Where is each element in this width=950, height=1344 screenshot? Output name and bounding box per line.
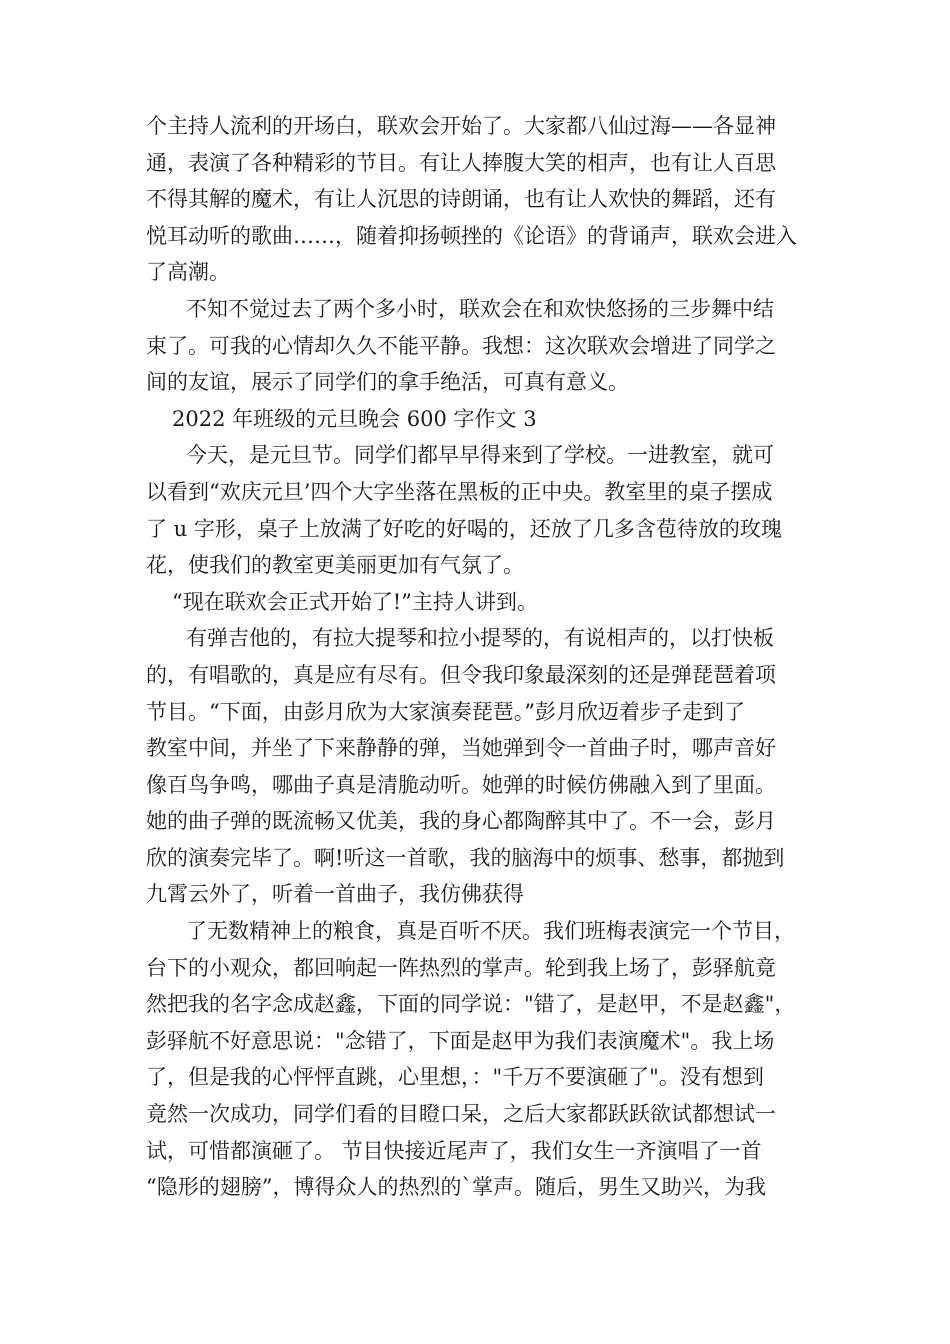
paragraph-line: 束了。可我的心情却久久不能平静。我想：这次联欢会增进了同学之 bbox=[146, 333, 776, 358]
paragraph-line: 间的友谊，展示了同学们的拿手绝活，可真有意义。 bbox=[146, 370, 629, 395]
section-heading: 2022 年班级的元旦晚会 600 字作文 3 bbox=[172, 406, 537, 431]
paragraph-line: 不得其解的魔术，有让人沉思的诗朗诵，也有让人欢快的舞蹈，还有 bbox=[146, 187, 776, 212]
paragraph-line: 欣的演奏完毕了。啊!听这一首歌，我的脑海中的烦事、愁事，都抛到 bbox=[146, 845, 785, 870]
paragraph-line: 像百鸟争鸣，哪曲子真是清脆动听。她弹的时候仿佛融入到了里面。 bbox=[146, 772, 776, 797]
paragraph-line: 今天，是元旦节。同学们都早早得来到了学校。一进教室，就可 bbox=[186, 443, 774, 468]
paragraph-line: 教室中间，并坐了下来静静的弹，当她弹到令一首曲子时，哪声音好 bbox=[146, 736, 776, 761]
paragraph-line: 节目。“下面，由彭月欣为大家演奏琵琶。”彭月欣迈着步子走到了 bbox=[146, 699, 745, 724]
essay-text bbox=[146, 108, 846, 1206]
paragraph-line: 彭驿航不好意思说："念错了，下面是赵甲为我们表演魔术"。我上场 bbox=[146, 1028, 775, 1053]
paragraph-line: 花，使我们的教室更美丽更加有气氛了。 bbox=[146, 553, 524, 578]
paragraph-line: 然把我的名字念成赵鑫，下面的同学说："错了，是赵甲，不是赵鑫"， bbox=[146, 992, 796, 1017]
paragraph-line: 悦耳动听的歌曲……，随着抑扬顿挫的《论语》的背诵声，联欢会进入 bbox=[146, 223, 797, 248]
paragraph-line: 试，可惜都演砸了。 节目快接近尾声了，我们女生一齐演唱了一首 bbox=[146, 1138, 762, 1163]
paragraph-line: 了无数精神上的粮食，真是百听不厌。我们班梅表演完一个节目， bbox=[186, 919, 795, 944]
paragraph-line: “现在联欢会正式开始了!”主持人讲到。 bbox=[172, 589, 538, 614]
paragraph-line: 个主持人流利的开场白，联欢会开始了。大家都八仙过海——各显神 bbox=[146, 114, 776, 138]
paragraph-line: “隐形的翅膀”，博得众人的热烈的`掌声。随后，男生又助兴，为我 bbox=[146, 1175, 766, 1200]
paragraph-line: 通，表演了各种精彩的节目。有让人捧腹大笑的相声，也有让人百思 bbox=[146, 150, 776, 175]
paragraph-line: 九霄云外了，听着一首曲子，我仿佛获得 bbox=[146, 882, 524, 907]
paragraph-line: 她的曲子弹的既流畅又优美，我的身心都陶醉其中了。不一会，彭月 bbox=[146, 809, 776, 834]
paragraph-line: 了 u 字形，桌子上放满了好吃的好喝的，还放了几多含苞待放的玫瑰 bbox=[146, 516, 782, 541]
paragraph-line: 有弹吉他的，有拉大提琴和拉小提琴的，有说相声的，以打快板 bbox=[186, 626, 774, 651]
paragraph-line: 竟然一次成功，同学们看的目瞪口呆，之后大家都跃跃欲试都想试一 bbox=[146, 1102, 776, 1127]
paragraph-line: 以看到“欢庆元旦’四个大字坐落在黑板的正中央。教室里的桌子摆成 bbox=[146, 479, 773, 504]
paragraph-line: 了高潮。 bbox=[146, 260, 230, 285]
paragraph-line: 台下的小观众，都回响起一阵热烈的掌声。轮到我上场了，彭驿航竟 bbox=[146, 955, 776, 980]
paragraph-line: 不知不觉过去了两个多小时，联欢会在和欢快悠扬的三步舞中结 bbox=[186, 296, 774, 321]
paragraph-line: 的，有唱歌的，真是应有尽有。但令我印象最深刻的还是弹琵琶着项 bbox=[146, 662, 776, 687]
paragraph-line: 了，但是我的心怦怦直跳，心里想，："千万不要演砸了"。没有想到 bbox=[146, 1065, 764, 1090]
